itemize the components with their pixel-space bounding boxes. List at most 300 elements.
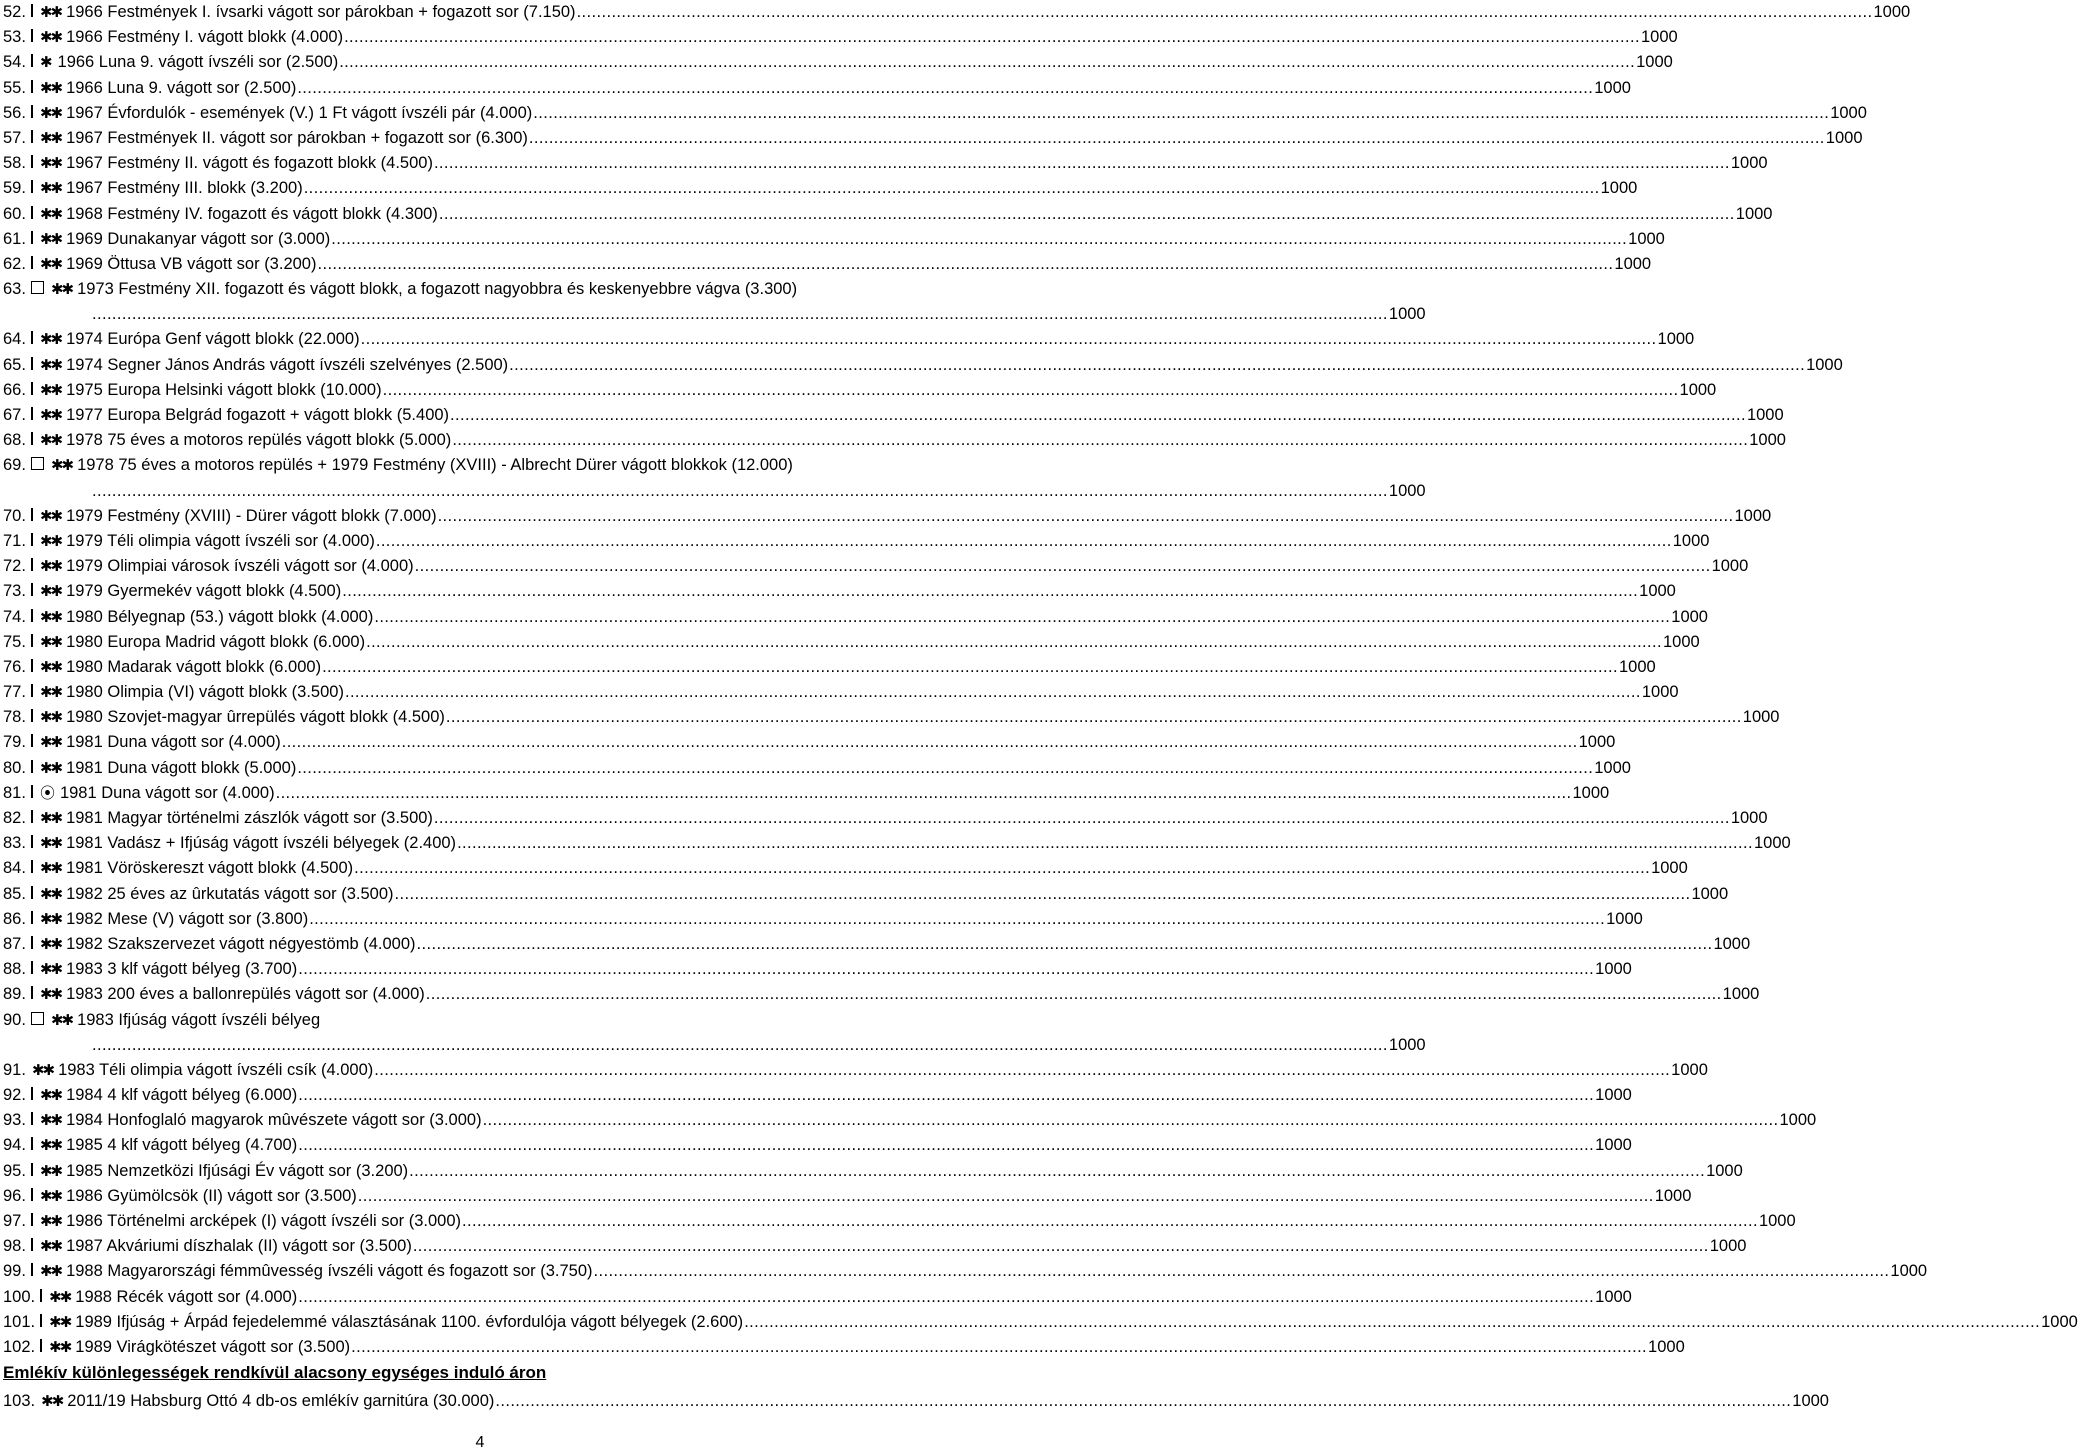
item-price: 1000	[1657, 330, 1695, 349]
condition-mark-icon: ✱✱	[39, 633, 62, 651]
checkbox-icon[interactable]	[31, 508, 33, 521]
checkbox-icon[interactable]	[40, 1339, 42, 1352]
section-heading: Emlékív különlegességek rendkívül alacsony egységes induló áron	[3, 1363, 547, 1383]
checkbox-icon[interactable]	[31, 457, 44, 470]
list-item	[3, 1159, 1743, 1184]
checkbox-icon[interactable]	[31, 155, 33, 168]
dot-leader	[298, 1133, 1594, 1158]
checkbox-icon[interactable]	[40, 1289, 42, 1302]
list-item	[3, 25, 1678, 50]
checkbox-icon[interactable]	[31, 206, 33, 219]
item-number: 102.	[3, 1337, 36, 1356]
condition-mark-icon: ✱✱	[39, 935, 62, 953]
checkbox-icon[interactable]	[31, 609, 33, 622]
item-number: 82.	[3, 809, 26, 827]
checkbox-icon[interactable]	[31, 29, 33, 42]
item-description: 1975 Europa Helsinki vágott blokk (10.000)	[66, 380, 382, 399]
item-description: 2011/19 Habsburg Ottó 4 db-os emlékív garnitúra (30.000)	[67, 1392, 495, 1411]
item-price: 1000	[1388, 481, 1426, 500]
item-price: 1000	[1890, 1262, 1928, 1281]
item-number: 64.	[3, 330, 26, 349]
list-item	[3, 151, 1768, 176]
item-description: 1980 Europa Madrid vágott blokk (6.000)	[66, 632, 366, 651]
condition-mark-icon: ✱✱	[39, 1263, 62, 1281]
checkbox-icon[interactable]	[31, 634, 33, 647]
item-price: 1000	[1825, 128, 1863, 147]
dot-leader	[339, 50, 1635, 75]
list-item	[3, 378, 1717, 403]
dot-leader	[297, 76, 1593, 101]
checkbox-icon[interactable]	[31, 130, 33, 143]
list-item	[3, 252, 1652, 277]
checkbox-icon[interactable]	[31, 105, 33, 118]
item-description: 1979 Téli olimpia vágott ívszéli sor (4.000)	[66, 531, 375, 550]
item-price: 1000	[1779, 1111, 1817, 1130]
checkbox-icon[interactable]	[31, 709, 33, 722]
condition-mark-icon: ✱✱	[39, 255, 62, 273]
checkbox-icon[interactable]	[31, 180, 33, 193]
item-number: 93.	[3, 1111, 26, 1130]
item-description: 1981 Magyar történelmi zászlók vágott sor (3.500)	[66, 809, 433, 827]
item-price: 1000	[1730, 154, 1768, 173]
item-price: 1000	[1594, 758, 1631, 777]
item-number: 98.	[3, 1237, 26, 1256]
list-item	[3, 781, 1610, 806]
item-price: 1000	[1749, 431, 1786, 450]
list-item	[3, 277, 957, 302]
dot-leader	[92, 479, 1388, 504]
item-description: 1966 Luna 9. vágott ívszéli sor (2.500)	[57, 53, 339, 72]
dot-leader	[529, 126, 1825, 151]
checkbox-icon[interactable]	[31, 1238, 33, 1251]
item-price: 1000	[1614, 254, 1652, 273]
item-price: 1000	[1830, 103, 1867, 122]
item-description: 1983 3 klf vágott bélyeg (3.700)	[66, 960, 298, 979]
item-description: 1973 Festmény XII. fogazott és vágott blokk, a fogazott nagyobbra és keskenyebbre vágva (3.300)	[77, 280, 798, 299]
dot-leader	[434, 806, 1730, 831]
dot-leader	[374, 1058, 1670, 1083]
item-description: 1983 Téli olimpia vágott ívszéli csík (4.000)	[58, 1060, 374, 1079]
list-item	[3, 353, 1843, 378]
checkbox-icon[interactable]	[31, 810, 33, 823]
item-number: 101.	[3, 1312, 36, 1331]
item-description: 1967 Évfordulók - események (V.) 1 Ft vágott ívszéli pár (4.000)	[66, 103, 533, 122]
list-item	[3, 579, 1676, 604]
checkbox-icon[interactable]	[31, 911, 33, 924]
checkbox-icon[interactable]	[31, 583, 33, 596]
condition-mark-icon: ✱✱	[39, 558, 62, 576]
list-item	[3, 756, 1631, 781]
item-number: 73.	[3, 582, 26, 601]
condition-mark-icon: ✱✱	[39, 507, 62, 525]
item-number: 80.	[3, 758, 26, 777]
item-number: 58.	[3, 154, 26, 173]
list-item	[3, 907, 1643, 932]
item-price: 1000	[1735, 204, 1773, 223]
item-price: 1000	[2041, 1312, 2078, 1331]
list-item	[3, 1389, 1829, 1414]
page-number: 4	[475, 1434, 485, 1451]
item-number: 87.	[3, 934, 26, 953]
condition-mark-icon: ✱✱	[50, 1011, 73, 1029]
item-number: 92.	[3, 1086, 26, 1105]
item-price: 1000	[1722, 985, 1760, 1004]
item-price: 1000	[1388, 1035, 1426, 1054]
checkbox-icon[interactable]	[31, 331, 33, 344]
item-price: 1000	[1679, 380, 1717, 399]
item-number: 99.	[3, 1262, 26, 1281]
item-number: 66.	[3, 380, 26, 399]
item-number: 88.	[3, 960, 26, 979]
condition-mark-icon: ✱✱	[39, 4, 62, 21]
checkbox-icon[interactable]	[31, 860, 33, 873]
condition-mark-icon: ✱✱	[50, 281, 73, 299]
item-price: 1000	[1595, 1086, 1632, 1105]
item-price: 1000	[1671, 607, 1708, 626]
item-number: 74.	[3, 607, 26, 626]
list-item	[3, 605, 1708, 630]
list-item	[3, 327, 1695, 352]
item-price: 1000	[1651, 859, 1688, 878]
checkbox-icon[interactable]	[31, 1263, 33, 1276]
checkbox-icon[interactable]	[31, 407, 33, 420]
list-item	[3, 982, 1760, 1007]
checkbox-icon[interactable]	[31, 1188, 33, 1201]
condition-mark-icon: ✱✱	[39, 885, 62, 903]
condition-mark-icon: ⦿	[39, 784, 55, 802]
list-item	[3, 806, 1768, 831]
item-description: 1980 Madarak vágott blokk (6.000)	[66, 657, 322, 676]
checkbox-icon[interactable]	[31, 760, 33, 773]
dot-leader	[426, 982, 1722, 1007]
item-number: 63.	[3, 280, 26, 299]
checkbox-icon[interactable]	[31, 659, 33, 672]
item-price: 1000	[1734, 506, 1772, 525]
item-description: 1969 Öttusa VB vágott sor (3.200)	[66, 254, 317, 273]
checkbox-icon[interactable]	[31, 80, 33, 93]
condition-mark-icon: ✱✱	[39, 1112, 62, 1130]
item-price: 1000	[1806, 355, 1843, 374]
condition-mark-icon: ✱✱	[41, 1393, 63, 1411]
condition-mark-icon: ✱✱	[39, 1162, 62, 1180]
checkbox-icon[interactable]	[31, 961, 33, 974]
dot-leader	[345, 680, 1641, 705]
item-price: 1000	[1641, 683, 1679, 702]
item-number: 54.	[3, 53, 26, 72]
condition-mark-icon: ✱✱	[39, 1213, 62, 1230]
item-description: 1978 75 éves a motoros repülés vágott blokk (5.000)	[66, 431, 452, 450]
item-number: 68.	[3, 431, 26, 450]
item-price: 1000	[1640, 28, 1678, 47]
dot-leader	[351, 1335, 1647, 1360]
item-number: 97.	[3, 1212, 26, 1230]
item-number: 94.	[3, 1136, 26, 1155]
checkbox-icon[interactable]	[31, 54, 33, 67]
condition-mark-icon: ✱✱	[39, 1137, 62, 1155]
condition-mark-icon: ✱✱	[39, 910, 62, 928]
checkbox-icon[interactable]	[31, 785, 33, 798]
checkbox-icon[interactable]	[31, 835, 33, 848]
condition-mark-icon: ✱✱	[39, 79, 62, 97]
checkbox-icon[interactable]	[31, 231, 33, 244]
dot-leader	[409, 1159, 1705, 1184]
item-number: 89.	[3, 985, 26, 1004]
item-description: 1983 Ifjúság vágott ívszéli bélyeg	[77, 1010, 321, 1029]
item-description: 1980 Bélyegnap (53.) vágott blokk (4.000)	[66, 607, 374, 626]
dot-leader	[417, 932, 1713, 957]
item-description: 1989 Ifjúság + Árpád fejedelemmé választásának 1100. évfordulója vágott bélyegek (2.600)	[75, 1312, 744, 1331]
dot-leader	[298, 1285, 1594, 1310]
item-number: 90.	[3, 1010, 26, 1029]
list-item-continuation	[3, 1033, 1426, 1058]
list-item	[3, 403, 1784, 428]
item-number: 100.	[3, 1287, 36, 1306]
list-item	[3, 1083, 1632, 1108]
checkbox-icon[interactable]	[31, 936, 33, 949]
item-number: 83.	[3, 834, 26, 853]
item-description: 1967 Festmények II. vágott sor párokban + fogazott sor (6.300)	[66, 128, 528, 147]
item-price: 1000	[1594, 78, 1631, 97]
item-description: 1983 200 éves a ballonrepülés vágott sor (4.000)	[66, 985, 425, 1004]
item-description: 1969 Dunakanyar vágott sor (3.000)	[66, 229, 331, 248]
condition-mark-icon: ✱✱	[39, 205, 62, 223]
condition-mark-icon: ✱✱	[39, 961, 62, 979]
checkbox-icon[interactable]	[31, 1213, 33, 1226]
item-price: 1000	[1753, 834, 1791, 853]
checkbox-icon[interactable]	[31, 533, 33, 546]
dot-leader	[344, 25, 1640, 50]
item-number: 59.	[3, 179, 26, 198]
item-price: 1000	[1572, 783, 1610, 802]
list-item	[3, 1184, 1692, 1209]
condition-mark-icon: ✱✱	[50, 457, 73, 475]
list-item	[3, 1058, 1708, 1083]
list-item	[3, 428, 1786, 453]
checkbox-icon[interactable]	[31, 558, 33, 571]
item-description: 1977 Europa Belgrád fogazott + vágott blokk (5.400)	[66, 406, 450, 424]
item-number: 72.	[3, 557, 26, 576]
list-item	[3, 630, 1700, 655]
item-price: 1000	[1672, 531, 1710, 550]
list-item	[3, 126, 1863, 151]
item-description: 1987 Akváriumi díszhalak (II) vágott sor (3.500)	[66, 1237, 412, 1256]
dot-leader	[452, 428, 1748, 453]
list-item	[3, 730, 1616, 755]
item-description: 1966 Festmények I. ívsarki vágott sor párokban + fogazott sor (7.150)	[66, 3, 576, 21]
condition-mark-icon: ✱✱	[39, 432, 62, 450]
condition-mark-icon: ✱✱	[49, 1313, 71, 1331]
item-price: 1000	[1639, 582, 1676, 601]
dot-leader	[594, 1259, 1890, 1284]
list-item	[3, 554, 1749, 579]
condition-mark-icon: ✱✱	[39, 734, 62, 752]
list-item	[3, 1259, 1928, 1284]
item-number: 62.	[3, 254, 26, 273]
checkbox-icon[interactable]	[40, 1314, 42, 1327]
item-price: 1000	[1758, 1212, 1796, 1230]
checkbox-icon[interactable]	[31, 1163, 33, 1176]
item-number: 86.	[3, 909, 26, 928]
checkbox-icon[interactable]	[31, 886, 33, 899]
item-description: 1986 Gyümölcsök (II) vágott sor (3.500)	[66, 1186, 357, 1205]
item-description: 1966 Luna 9. vágott sor (2.500)	[66, 78, 297, 97]
dot-leader	[395, 882, 1691, 907]
item-price: 1000	[1618, 657, 1656, 676]
condition-mark-icon: ✱✱	[39, 658, 62, 676]
list-item	[3, 176, 1638, 201]
list-item	[3, 1209, 1796, 1234]
item-description: 1989 Virágkötészet vágott sor (3.500)	[75, 1337, 351, 1356]
item-description: 1985 4 klf vágott bélyeg (4.700)	[66, 1136, 298, 1155]
item-description: 1967 Festmény III. blokk (3.200)	[66, 179, 303, 198]
item-description: 1974 Segner János András vágott ívszéli szelvényes (2.500)	[66, 355, 509, 374]
item-description: 1979 Festmény (XVIII) - Dürer vágott blokk (7.000)	[66, 506, 437, 525]
item-price: 1000	[1636, 53, 1673, 72]
checkbox-icon[interactable]	[31, 4, 33, 17]
item-description: 1982 Mese (V) vágott sor (3.800)	[66, 909, 309, 928]
item-number: 85.	[3, 884, 26, 903]
stamp-list	[3, 0, 2078, 1415]
checkbox-icon[interactable]	[31, 986, 33, 999]
item-number: 65.	[3, 355, 26, 374]
item-description: 1982 Szakszervezet vágott négyestömb (4.000)	[66, 934, 416, 953]
item-description: 1981 Duna vágott sor (4.000)	[59, 783, 275, 802]
dot-leader	[331, 227, 1627, 252]
condition-mark-icon: ✱✱	[39, 155, 62, 173]
item-number: 78.	[3, 708, 26, 727]
checkbox-icon[interactable]	[31, 1137, 33, 1150]
item-price: 1000	[1600, 179, 1638, 198]
dot-leader	[744, 1310, 2040, 1335]
checkbox-icon[interactable]	[31, 734, 33, 747]
item-description: 1978 75 éves a motoros repülés + 1979 Festmény (XVIII) - Albrecht Dürer vágott blokkok (12.000)	[77, 456, 793, 475]
item-description: 1986 Történelmi arcképek (I) vágott ívszéli sor (3.000)	[66, 1212, 462, 1230]
checkbox-icon[interactable]	[31, 684, 33, 697]
condition-mark-icon: ✱✱	[39, 835, 62, 853]
list-item	[3, 932, 1751, 957]
condition-mark-icon: ✱✱	[39, 180, 62, 198]
dot-leader	[450, 403, 1746, 428]
dot-leader	[462, 1209, 1758, 1234]
item-description: 1968 Festmény IV. fogazott és vágott blokk (4.300)	[66, 204, 438, 223]
condition-mark-icon: ✱✱	[39, 331, 62, 349]
item-price: 1000	[1595, 1287, 1632, 1306]
item-description: 1981 Duna vágott blokk (5.000)	[66, 758, 297, 777]
dot-leader	[457, 831, 1753, 856]
checkbox-icon[interactable]	[31, 357, 33, 370]
item-price: 1000	[1671, 1060, 1708, 1079]
list-item-continuation	[3, 479, 1426, 504]
item-number: 52.	[3, 3, 26, 21]
list-item	[3, 529, 1710, 554]
item-price: 1000	[1742, 708, 1780, 727]
list-item-continuation	[3, 302, 1426, 327]
list-item	[3, 101, 1867, 126]
dot-leader	[282, 730, 1578, 755]
item-price: 1000	[1648, 1337, 1685, 1356]
dot-leader	[309, 907, 1605, 932]
condition-mark-icon: ✱	[39, 54, 53, 72]
item-description: 1981 Vöröskereszt vágott blokk (4.500)	[66, 859, 354, 878]
dot-leader	[509, 353, 1805, 378]
dot-leader	[322, 655, 1618, 680]
item-description: 1980 Olimpia (VI) vágott blokk (3.500)	[66, 683, 344, 702]
condition-mark-icon: ✱✱	[39, 986, 62, 1004]
dot-leader	[298, 1083, 1594, 1108]
condition-mark-icon: ✱✱	[39, 583, 62, 601]
item-price: 1000	[1706, 1161, 1743, 1180]
condition-mark-icon: ✱✱	[39, 532, 62, 550]
list-item	[3, 0, 1911, 25]
checkbox-icon[interactable]	[31, 281, 44, 294]
checkbox-icon[interactable]	[31, 432, 33, 445]
list-item	[3, 680, 1679, 705]
checkbox-icon[interactable]	[31, 1087, 33, 1100]
item-description: 1984 4 klf vágott bélyeg (6.000)	[66, 1086, 298, 1105]
item-description: 1974 Európa Genf vágott blokk (22.000)	[66, 330, 360, 349]
checkbox-icon[interactable]	[31, 256, 33, 269]
list-item	[3, 50, 1673, 75]
item-price: 1000	[1873, 3, 1911, 21]
item-price: 1000	[1606, 909, 1643, 928]
list-item	[3, 655, 1656, 680]
list-item	[3, 831, 1791, 856]
condition-mark-icon: ✱✱	[31, 1061, 54, 1079]
item-description: 1988 Magyarországi fémmûvesség ívszéli vágott és fogazott sor (3.750)	[66, 1262, 593, 1281]
item-number: 69.	[3, 456, 26, 475]
item-number: 70.	[3, 506, 26, 525]
item-description: 1981 Vadász + Ifjúság vágott ívszéli bélyegek (2.400)	[66, 834, 457, 853]
dot-leader	[92, 302, 1388, 327]
condition-mark-icon: ✱✱	[39, 381, 62, 399]
checkbox-icon[interactable]	[31, 1012, 44, 1025]
item-number: 55.	[3, 78, 26, 97]
condition-mark-icon: ✱✱	[39, 1087, 62, 1105]
dot-leader	[376, 529, 1672, 554]
condition-mark-icon: ✱✱	[39, 230, 62, 248]
list-item	[3, 1108, 1817, 1133]
item-number: 103.	[3, 1392, 36, 1411]
dot-leader	[317, 252, 1613, 277]
dot-leader	[383, 378, 1679, 403]
condition-mark-icon: ✱✱	[39, 407, 62, 424]
item-number: 91.	[3, 1060, 26, 1079]
condition-mark-icon: ✱✱	[49, 1338, 71, 1356]
list-item	[3, 705, 1780, 730]
checkbox-icon[interactable]	[31, 382, 33, 395]
item-number: 71.	[3, 531, 26, 550]
item-price: 1000	[1711, 557, 1749, 576]
item-price: 1000	[1595, 1136, 1632, 1155]
condition-mark-icon: ✱✱	[39, 709, 62, 727]
list-item	[3, 1335, 1685, 1360]
item-description: 1966 Festmény I. vágott blokk (4.000)	[66, 28, 344, 47]
list-item	[3, 1285, 1632, 1310]
list-item	[3, 957, 1632, 982]
item-price: 1000	[1792, 1392, 1829, 1411]
item-number: 96.	[3, 1186, 26, 1205]
item-price: 1000	[1730, 809, 1768, 827]
dot-leader	[577, 0, 1873, 25]
condition-mark-icon: ✱✱	[39, 356, 62, 374]
list-item	[3, 1310, 2078, 1335]
dot-leader	[533, 101, 1829, 126]
list-item	[3, 1008, 957, 1033]
item-description: 1982 25 éves az ûrkutatás vágott sor (3.500)	[66, 884, 394, 903]
checkbox-icon[interactable]	[31, 1112, 33, 1125]
condition-mark-icon: ✱✱	[39, 608, 62, 626]
dot-leader	[374, 605, 1670, 630]
